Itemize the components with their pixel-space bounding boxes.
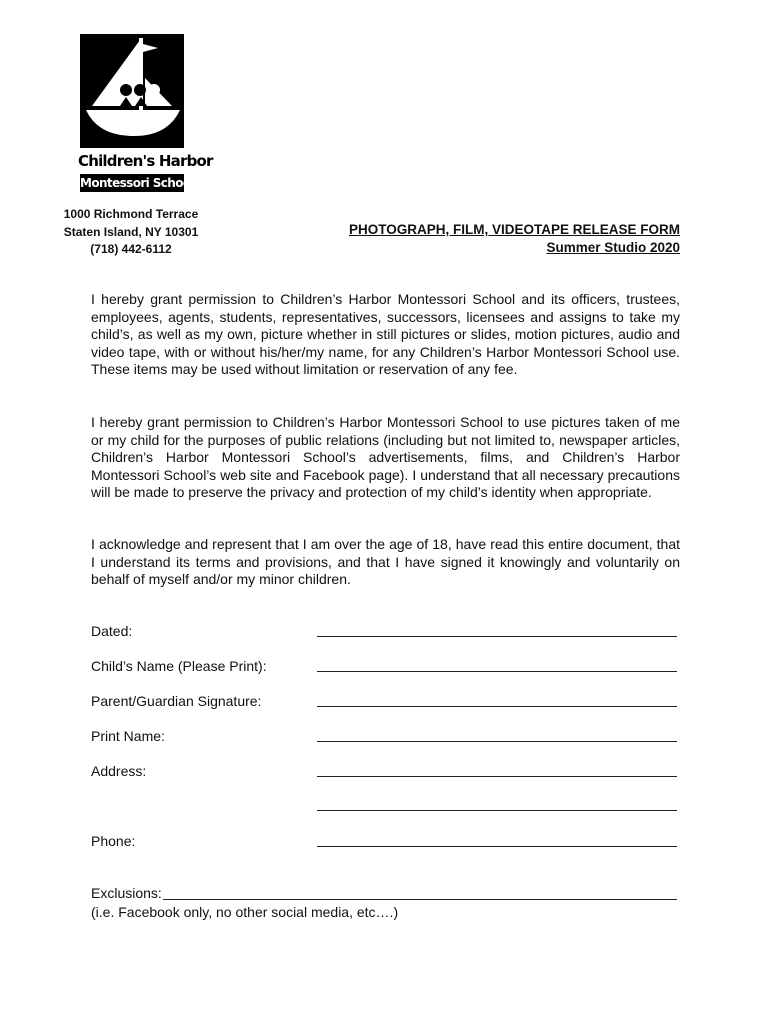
dated-field[interactable] <box>317 636 677 637</box>
child-name-label: Child’s Name (Please Print): <box>91 658 267 674</box>
logo-name: Children's Harbor <box>78 152 213 170</box>
address-label: Address: <box>91 763 147 779</box>
child-name-field[interactable] <box>317 671 677 672</box>
exclusions-note: (i.e. Facebook only, no other social media, etc….) <box>91 904 399 920</box>
form-subtitle: Summer Studio 2020 <box>546 240 680 255</box>
form-header <box>349 221 680 257</box>
sailboat-logo-icon <box>78 34 188 152</box>
dated-label: Dated: <box>91 623 133 639</box>
address-phone: (718) 442-6112 <box>90 242 172 256</box>
exclusions-label: Exclusions: <box>91 885 162 901</box>
address-line1: 1000 Richmond Terrace <box>63 207 199 221</box>
form-title: PHOTOGRAPH, FILM, VIDEOTAPE RELEASE FORM <box>348 222 680 237</box>
address-line2: Staten Island, NY 10301 <box>63 224 199 239</box>
parent-signature-label: Parent/Guardian Signature: <box>91 693 262 709</box>
logo-subtitle: Montessori School <box>80 176 195 190</box>
release-paragraph-2: I hereby grant permission to Children’s Harbor Montessori School to use pictures taken of me or my child for the purposes of public relations (including but not limited to, newspaper articles, Children’s Harbor Montessori School’s advertisements, films, and Children’s Harbor Montessori School’s web site and Facebook page). I understand that all necessary precautions will be made to preserve the privacy and protection of my child’s identity when appropriate. <box>91 414 680 501</box>
school-address <box>58 206 204 259</box>
address-field-line1[interactable] <box>317 776 677 777</box>
address-field-line2[interactable] <box>317 810 677 811</box>
phone-label: Phone: <box>91 833 136 849</box>
print-name-field[interactable] <box>317 741 677 742</box>
school-logo <box>78 34 213 194</box>
print-name-label: Print Name: <box>91 728 165 744</box>
parent-signature-field[interactable] <box>317 706 677 707</box>
exclusions-field[interactable] <box>163 899 677 900</box>
phone-field[interactable] <box>317 846 677 847</box>
release-paragraph-1: I hereby grant permission to Children’s Harbor Montessori School and its officers, trustees, employees, agents, students, representatives, successors, licensees and assigns to take my child’s, as well as my own, picture whether in still pictures or slides, motion pictures, audio and video tape, with or without his/her/my name, for any Children’s Harbor Montessori School use. These items may be used without limitation or reservation of any fee. <box>91 291 680 378</box>
release-paragraph-3: I acknowledge and represent that I am over the age of 18, have read this entire document, that I understand its terms and provisions, and that I have signed it knowingly and voluntarily on behalf of myself and/or my minor children. <box>91 536 680 588</box>
